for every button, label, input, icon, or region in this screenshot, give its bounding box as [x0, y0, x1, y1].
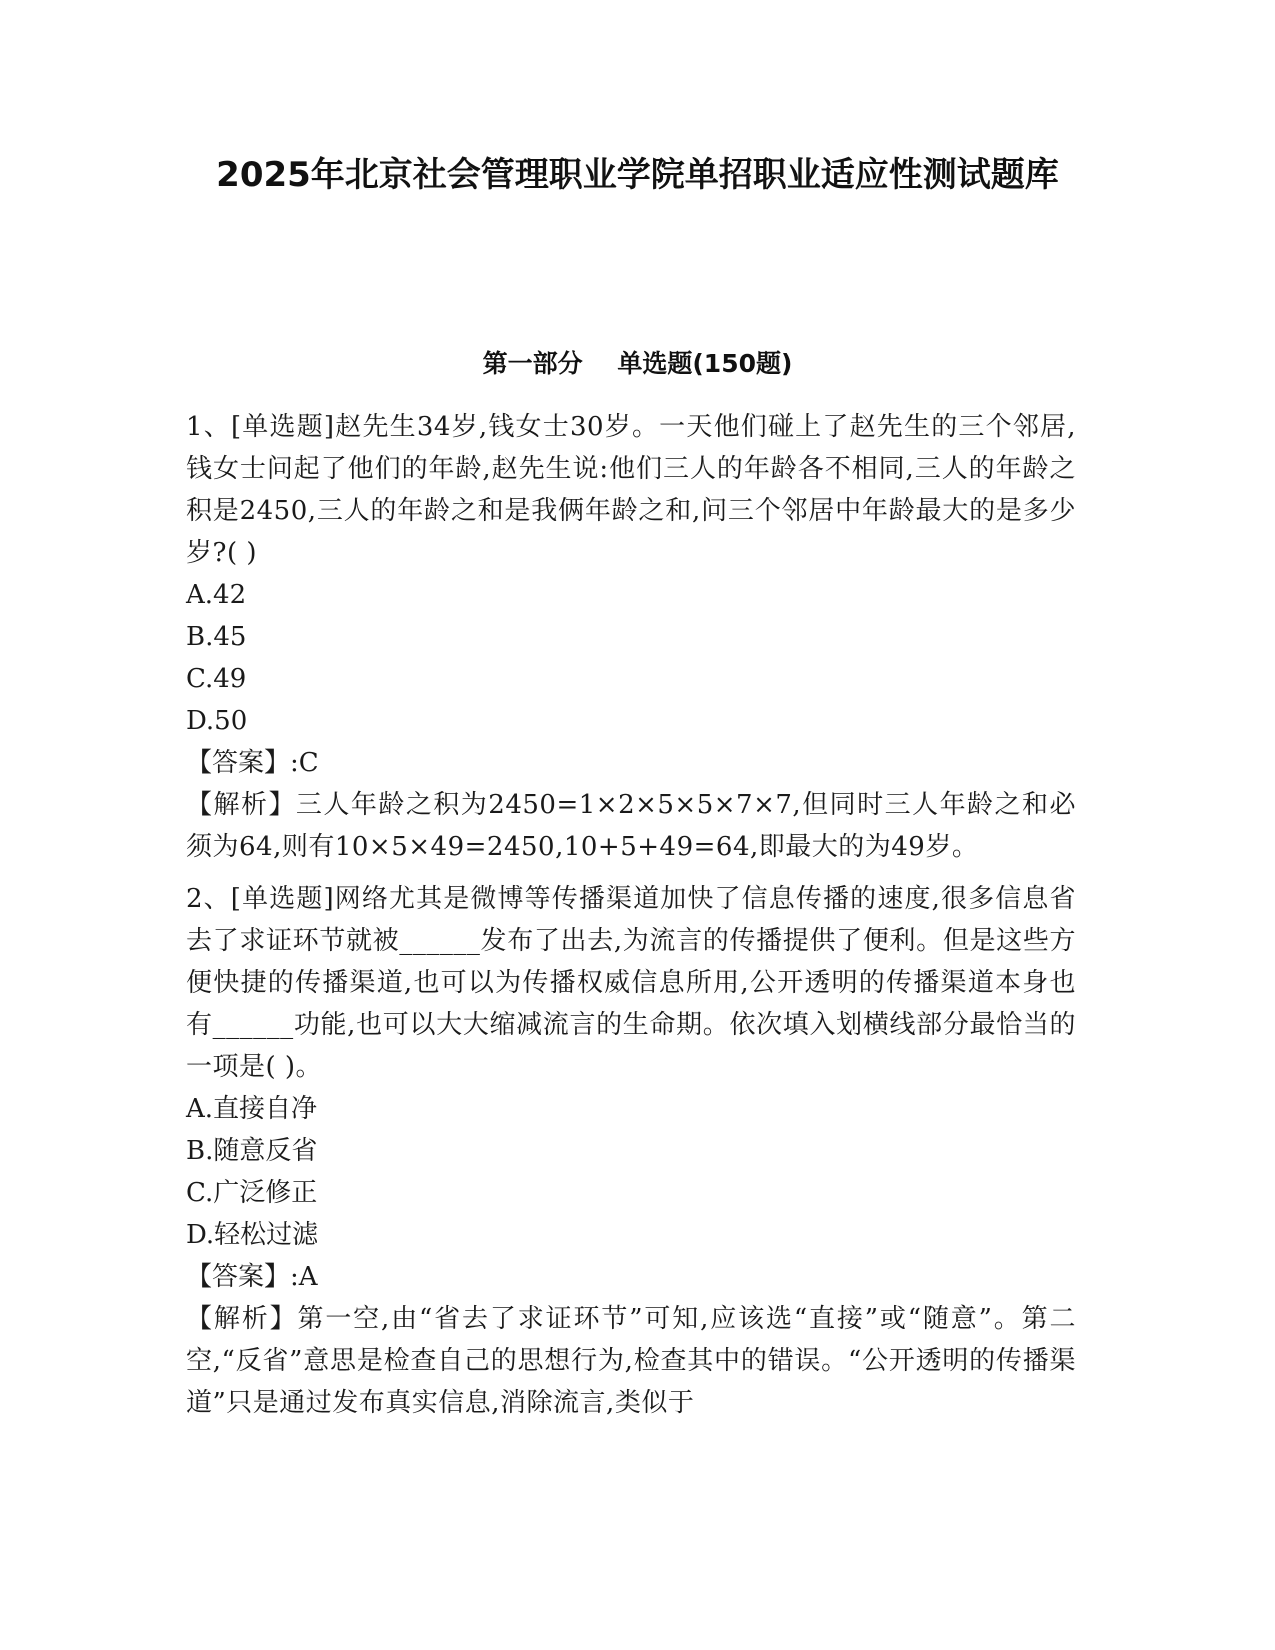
option-b: B.45	[186, 622, 247, 652]
option-d: D.50	[186, 706, 248, 736]
option-list	[186, 1088, 1076, 1256]
question-text: 1、[单选题]赵先生34岁,钱女士30岁。一天他们碰上了赵先生的三个邻居,钱女士问起了他们的年龄,赵先生说:他们三人的年龄各不相同,三人的年龄之积是2450,三人的年龄之和是我俩年龄之和,问三个邻居中年龄最大的是多少岁?( )	[186, 412, 1076, 568]
question-list	[186, 406, 1076, 1434]
answer-line: 【答案】:C	[186, 748, 319, 778]
section-title: 第一部分 单选题(150题)	[482, 349, 793, 378]
option-list	[186, 574, 1076, 742]
option-c: C.49	[186, 664, 247, 694]
option-a: A.42	[186, 580, 247, 610]
option-d: D.轻松过滤	[186, 1220, 319, 1250]
question-text: 2、[单选题]网络尤其是微博等传播渠道加快了信息传播的速度,很多信息省去了求证环节就被______发布了出去,为流言的传播提供了便利。但是这些方便快捷的传播渠道,也可以为传播权威信息所用,公开透明的传播渠道本身也有______功能,也可以大大缩减流言的生命期。依次填入划横线部分最恰当的一项是( )。	[186, 884, 1076, 1082]
explanation-text: 【解析】第一空,由“省去了求证环节”可知,应该选“直接”或“随意”。第二空,“反省”意思是检查自己的思想行为,检查其中的错误。“公开透明的传播渠道”只是通过发布真实信息,消除流言,类似于	[186, 1304, 1076, 1418]
question-item	[186, 406, 1076, 868]
question-item	[186, 878, 1076, 1424]
document-title: 2025年北京社会管理职业学院单招职业适应性测试题库	[216, 155, 1059, 195]
option-b: B.随意反省	[186, 1136, 318, 1166]
answer-line: 【答案】:A	[186, 1262, 318, 1292]
option-a: A.直接自净	[186, 1094, 318, 1124]
option-c: C.广泛修正	[186, 1178, 318, 1208]
explanation-text: 【解析】三人年龄之积为2450=1×2×5×5×7×7,但同时三人年龄之和必须为64,则有10×5×49=2450,10+5+49=64,即最大的为49岁。	[186, 790, 1076, 862]
